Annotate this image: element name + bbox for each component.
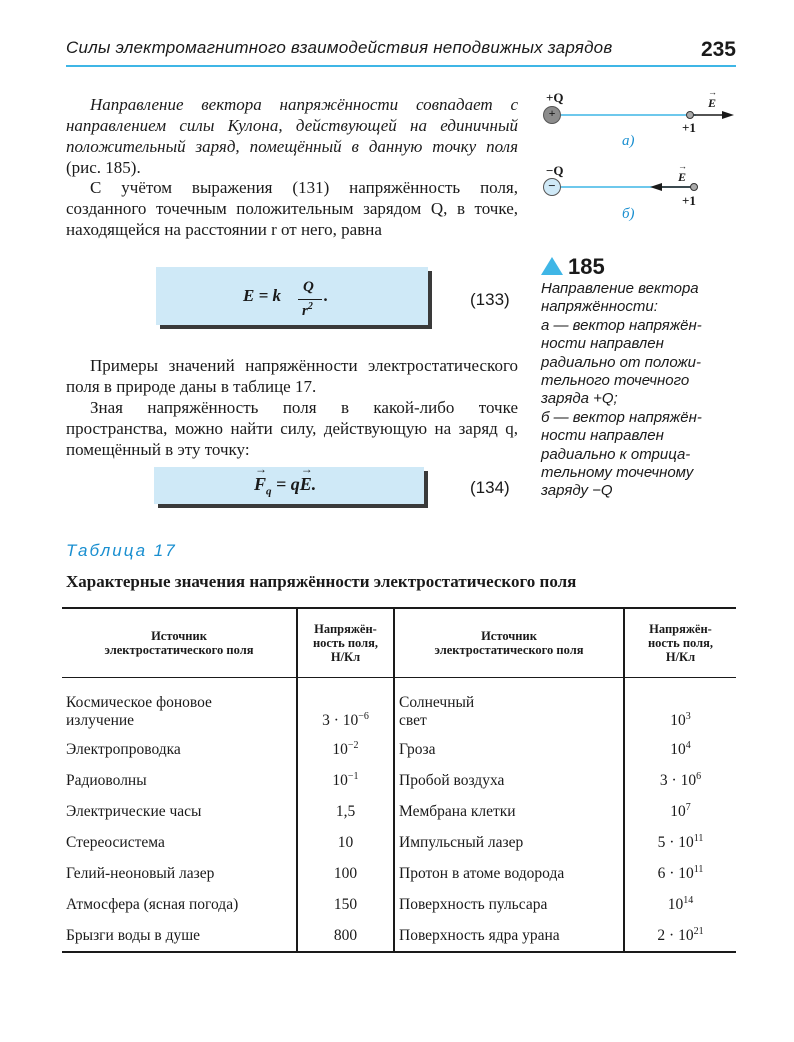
- value-cell: 1,5: [297, 796, 394, 827]
- value-cell: $10^{-2}$: [297, 734, 394, 765]
- charge-label-a: +Q: [546, 90, 564, 105]
- value-cell: $3 \cdot 10^{-6}$: [297, 678, 394, 735]
- formula-133-dot: .: [324, 286, 329, 305]
- vector-label-a: → E: [708, 87, 717, 110]
- table-row: [62, 796, 736, 827]
- formula-134: → $F_q = q$ → E.: [254, 462, 317, 498]
- charge-label-b: −Q: [546, 163, 564, 178]
- running-header: Силы электромагнитного взаимодействия неподвижных зарядов: [66, 38, 613, 57]
- test-charge-icon-b: [691, 184, 698, 191]
- source-cell: Радиоволны: [62, 765, 297, 796]
- minus-sign: −: [548, 178, 556, 193]
- table-header-row: [62, 608, 736, 678]
- value-cell: 100: [297, 858, 394, 889]
- fraction-bar: [298, 299, 322, 300]
- value-cell: $5 \cdot 10^{11}$: [657, 832, 704, 852]
- source-cell: Гелий-неоновый лазер: [62, 858, 297, 889]
- figure-label-a: а): [622, 133, 635, 149]
- field-strength-table: [62, 607, 736, 953]
- value-cell: 800: [297, 920, 394, 952]
- table-row: [62, 765, 736, 796]
- header-rule: [66, 65, 736, 67]
- paragraph-formula-intro: С учётом выражения (131) напряжённость поля, созданного точечным положительным зарядом Q, в точке, находящейся на расстоянии r от него, равна: [66, 178, 518, 239]
- source-cell: Поверхность пульсара: [394, 889, 624, 920]
- source-cell: Протон в атоме водорода: [394, 858, 624, 889]
- page-number: 235: [700, 38, 736, 61]
- header-value-2: Напряжён- ность поля, Н/Кл: [624, 608, 736, 678]
- source-cell: Мембрана клетки: [394, 796, 624, 827]
- header-value-1: Напряжён- ность поля, Н/Кл: [297, 608, 394, 678]
- source-cell: Электрические часы: [62, 796, 297, 827]
- test-charge-icon-a: [687, 112, 694, 119]
- table-row: [62, 858, 736, 889]
- source-cell: Брызги воды в душе: [62, 920, 297, 952]
- figure-number: 185: [568, 254, 605, 279]
- header-source-1: Источник электростатического поля: [62, 608, 297, 678]
- paragraph-table-reference: Примеры значений напряжённости электростатического поля в природе даны в таблице 17.: [66, 356, 518, 396]
- value-cell: $10^{-1}$: [297, 765, 394, 796]
- figure-reference: (рис. 185).: [66, 158, 141, 177]
- table-label: Таблица 17: [66, 541, 177, 560]
- value-cell: $2 \cdot 10^{21}$: [657, 925, 704, 945]
- formula-box-133: [156, 267, 428, 325]
- source-cell: Стереосистема: [62, 827, 297, 858]
- value-cell: $10^3$: [670, 710, 691, 729]
- equation-number-134: (134): [470, 478, 510, 497]
- source-cell: Пробой воздуха: [394, 765, 624, 796]
- value-cell: 150: [297, 889, 394, 920]
- value-cell: $10^{14}$: [667, 894, 694, 914]
- table-row: [62, 678, 736, 735]
- triangle-marker-icon: [540, 256, 564, 276]
- paragraph-definition: [66, 94, 518, 178]
- table-row: [62, 734, 736, 765]
- source-cell: Гроза: [394, 734, 624, 765]
- source-cell: Космическое фоновое излучение: [62, 678, 297, 735]
- equation-number-133: (133): [470, 290, 510, 309]
- figure-label-b: б): [622, 206, 635, 222]
- figure-caption: Направление вектора напряжённости: а — вектор напряжён- ности направлен радиально от положи- тельного точечного заряда +Q; б — вектор напряжён- ности направлен радиально к отрица- тельному точечному заряду −Q: [541, 280, 702, 500]
- value-cell: $10^4$: [670, 739, 691, 759]
- paragraph-force-intro: Зная напряжённость поля в какой-либо точке пространства, можно найти силу, действующую на заряд q, помещённый в эту точку:: [66, 398, 518, 459]
- plus-sign: +: [548, 106, 556, 120]
- vector-label-b: → E: [678, 161, 687, 184]
- header-source-2: Источник электростатического поля: [394, 608, 624, 678]
- value-cell: $3 \cdot 10^6$: [659, 770, 702, 790]
- table-row: [62, 920, 736, 952]
- table-row: [62, 889, 736, 920]
- table-title: Характерные значения напряжённости электростатического поля: [66, 572, 577, 591]
- formula-133-lhs: E = k: [243, 286, 282, 305]
- unit-charge-label-a: +1: [682, 120, 696, 135]
- source-cell: Поверхность ядра урана: [394, 920, 624, 952]
- definition-italic: Направление вектора напряжённости совпадает с направлением силы Кулона, действующей на единичный положительный заряд, помещённый в данную точку поля: [66, 95, 518, 156]
- value-cell: 10: [297, 827, 394, 858]
- table-row: [62, 827, 736, 858]
- source-cell: Электропроводка: [62, 734, 297, 765]
- source-cell: Импульсный лазер: [394, 827, 624, 858]
- value-cell: $10^7$: [670, 801, 691, 821]
- formula-133-denominator: $r^2$: [302, 301, 313, 319]
- source-cell: Солнечный свет: [394, 678, 624, 735]
- arrowhead-a: [722, 111, 734, 119]
- formula-133-numerator: Q: [303, 279, 314, 295]
- source-cell: Атмосфера (ясная погода): [62, 889, 297, 920]
- arrowhead-b: [650, 183, 662, 191]
- value-cell: $6 \cdot 10^{11}$: [657, 863, 704, 883]
- unit-charge-label-b: +1: [682, 193, 696, 208]
